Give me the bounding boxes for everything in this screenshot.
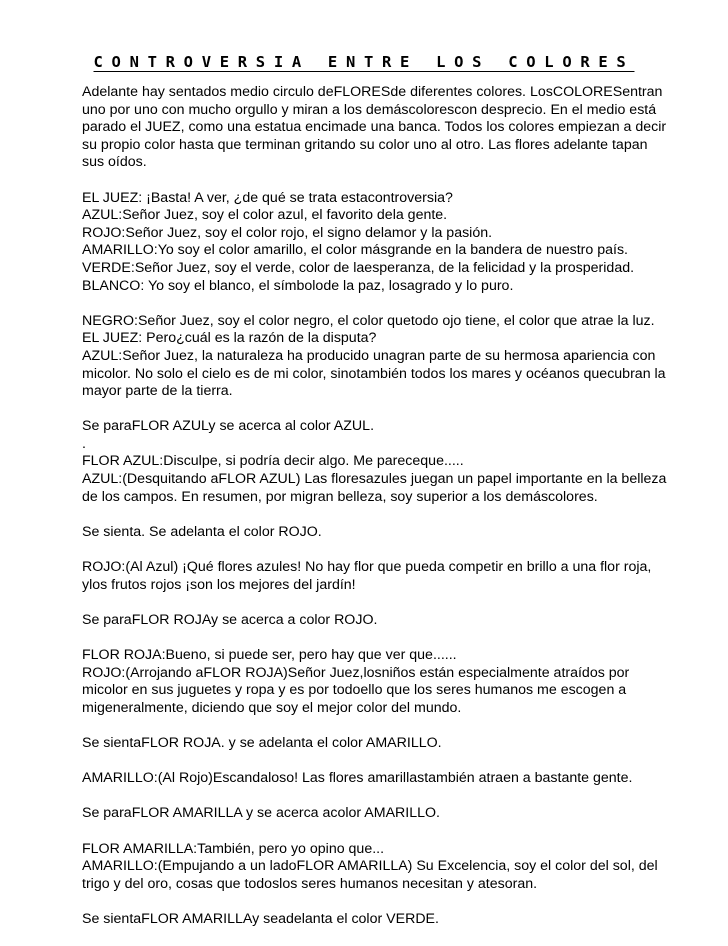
paragraph <box>82 841 702 894</box>
document-title <box>0 52 728 72</box>
text-line: trigo y del oro, cosas que todoslos seres humanos necesitan y atesoran. <box>82 875 538 892</box>
paragraph <box>82 190 702 296</box>
text-line: Adelante hay sentados medio circulo deFLORESde diferentes colores. LosCOLORESentran <box>82 84 663 100</box>
text-line: AMARILLO:(Empujando a un ladoFLOR AMARILLA) Su Excelencia, soy el color del sol, del <box>82 858 658 875</box>
paragraph <box>82 735 702 753</box>
text-line: ROJO:(Al Azul) ¡Qué flores azules! No hay flor que pueda competir en brillo a una flor roja, <box>82 559 652 576</box>
paragraph <box>82 84 702 172</box>
text-line: micolor. No solo el cielo es de mi color, sinotambién todos los mares y océanos quecubran la <box>82 365 666 382</box>
text-line: micolor en sus juguetes y ropa y es por todoello que los seres humanos me escogen a <box>82 682 627 699</box>
text-line: Se sienta. Se adelanta el color ROJO. <box>82 523 322 540</box>
text-line: de los campos. En resumen, por migran belleza, soy superior a los demáscolores. <box>82 488 598 505</box>
paragraph <box>82 647 702 717</box>
document-title-text: CONTROVERSIA ENTRE LOS COLORES <box>93 53 635 71</box>
text-line: Se paraFLOR ROJAy se acerca a color ROJO. <box>82 611 378 628</box>
text-line: VERDE:Señor Juez, soy el verde, color de laesperanza, de la felicidad y la prosperidad. <box>82 259 635 276</box>
text-line: ROJO:Señor Juez, soy el color rojo, el signo delamor y la pasión. <box>82 224 493 241</box>
paragraph <box>82 805 702 823</box>
text-line: AMARILLO:(Al Rojo)Escandaloso! Las flores amarillastambién atraen a bastante gente. <box>82 770 633 787</box>
text-line: su propio color hasta que terminan gritando su color uno al otro. Las flores adelante tapan <box>82 136 648 153</box>
text-line: . <box>82 435 86 452</box>
paragraph <box>82 911 702 929</box>
paragraph <box>82 559 702 594</box>
text-line: Se sientaFLOR ROJA. y se adelanta el color AMARILLO. <box>82 734 442 751</box>
text-line: EL JUEZ: ¡Basta! A ver, ¿de qué se trata estacontroversia? <box>82 189 453 206</box>
text-line: parado el JUEZ, como una estatua encimade una banca. Todos los colores empiezan a decir <box>82 119 667 136</box>
paragraph <box>82 418 702 506</box>
document-body <box>82 84 702 946</box>
text-line: BLANCO: Yo soy el blanco, el símbolode la paz, losagrado y lo puro. <box>82 277 514 294</box>
text-line: sus oídos. <box>82 154 147 171</box>
text-line: uno por uno con mucho orgullo y miran a los demáscolorescon desprecio. En el medio está <box>82 101 657 118</box>
text-line: ROJO:(Arrojando aFLOR ROJA)Señor Juez,losniños están especialmente atraídos por <box>82 664 630 681</box>
paragraph <box>82 313 702 401</box>
text-line: FLOR ROJA:Bueno, si puede ser, pero hay que ver que...... <box>82 647 457 663</box>
text-line: AMARILLO:Yo soy el color amarillo, el color másgrande en la bandera de nuestro país. <box>82 242 628 259</box>
text-line: Se paraFLOR AMARILLA y se acerca acolor AMARILLO. <box>82 805 440 822</box>
text-line: AZUL:Señor Juez, la naturaleza ha producido unagran parte de su hermosa apariencia con <box>82 347 656 364</box>
text-line: NEGRO:Señor Juez, soy el color negro, el color quetodo ojo tiene, el color que atrae la luz. <box>82 312 655 329</box>
paragraph <box>82 612 702 630</box>
text-line: Se paraFLOR AZULy se acerca al color AZUL. <box>82 418 375 435</box>
text-line: FLOR AMARILLA:También, pero yo opino que... <box>82 840 385 857</box>
text-line: migeneralmente, diciendo que soy el mejor color del mundo. <box>82 699 462 716</box>
text-line: FLOR AZUL:Disculpe, si podría decir algo. Me pareceque..... <box>82 453 464 470</box>
text-line: EL JUEZ: Pero¿cuál es la razón de la disputa? <box>82 330 377 347</box>
text-line: ylos frutos rojos ¡son los mejores del jardín! <box>82 576 356 593</box>
text-line: mayor parte de la tierra. <box>82 383 233 400</box>
paragraph <box>82 524 702 542</box>
text-line: AZUL:(Desquitando aFLOR AZUL) Las floresazules juegan un papel importante en la belleza <box>82 471 667 488</box>
paragraph <box>82 770 702 788</box>
text-line: Se sientaFLOR AMARILLAy seadelanta el color VERDE. <box>82 910 439 927</box>
text-line: AZUL:Señor Juez, soy el color azul, el favorito dela gente. <box>82 207 448 224</box>
